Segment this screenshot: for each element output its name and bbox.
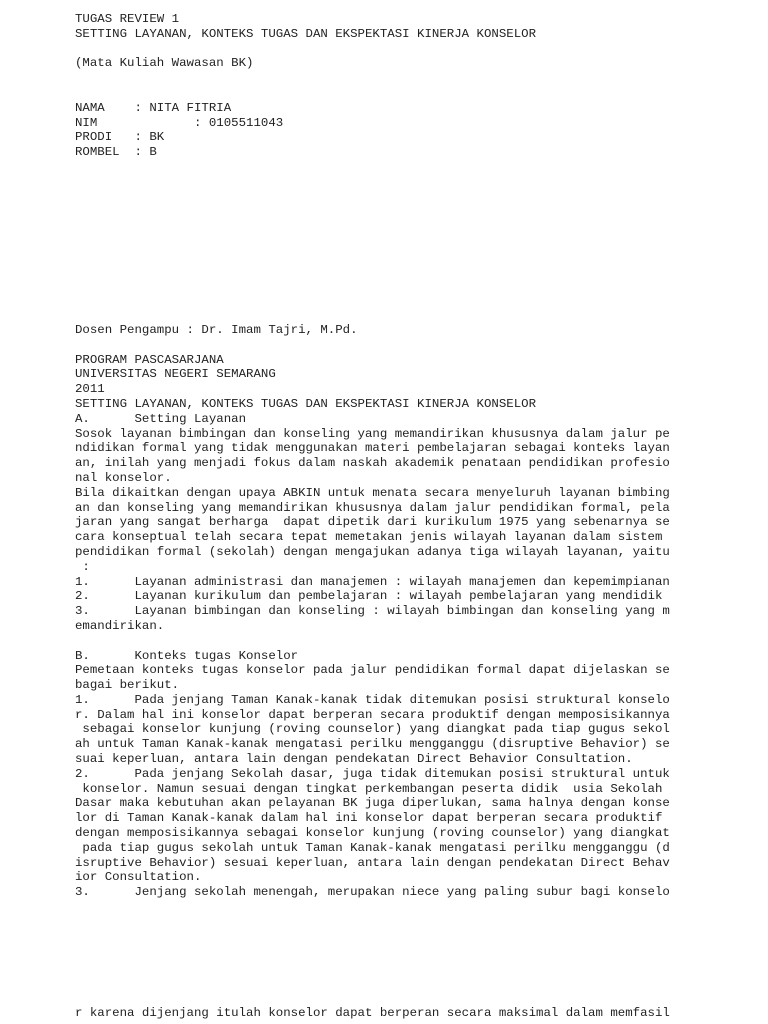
body-line: an dan konseling yang memandirikan khususnya dalam jalur pendidikan formal, pela	[75, 500, 670, 515]
body-line: Dasar maka kebutuhan akan pelayanan BK juga diperlukan, sama halnya dengan konse	[75, 796, 670, 811]
body-line: ah untuk Taman Kanak-kanak mengatasi perilku mengganggu (disruptive Behavior) se	[75, 737, 670, 752]
body-text	[75, 397, 755, 900]
body-line: ndidikan formal yang tidak menggunakan materi pembelajaran sebagai konteks layan	[75, 441, 670, 456]
body-line: Sosok layanan bimbingan dan konseling yang memandirikan khususnya dalam jalur pe	[75, 426, 670, 441]
university-name: UNIVERSITAS NEGERI SEMARANG	[75, 367, 276, 382]
body-line: 2. Layanan kurikulum dan pembelajaran : wilayah pembelajaran yang mendidik	[75, 589, 663, 604]
body-line: Pemetaan konteks tugas konselor pada jalur pendidikan formal dapat dijelaskan se	[75, 663, 670, 678]
body-line: 3. Layanan bimbingan dan konseling : wilayah bimbingan dan konseling yang m	[75, 604, 670, 619]
doc-title-1: TUGAS REVIEW 1	[75, 12, 180, 26]
body-line: suai keperluan, antara lain dengan pendekatan Direct Behavior Consultation.	[75, 752, 633, 767]
identity-rombel: ROMBEL : B	[75, 145, 157, 160]
body-line: 3. Jenjang sekolah menengah, merupakan niece yang paling subur bagi konselo	[75, 885, 670, 900]
identity-prodi: PRODI : BK	[75, 130, 165, 145]
body-line: an, inilah yang menjadi fokus dalam naskah akademik penataan pendidikan profesio	[75, 456, 670, 471]
body-line: dengan memposisikannya sebagai konselor kunjung (roving counselor) yang diangkat	[75, 826, 670, 841]
body-line: sebagai konselor kunjung (roving counselor) yang diangkat pada tiap gugus sekol	[75, 722, 670, 737]
identity-nim: NIM : 0105511043	[75, 115, 284, 130]
body-line: ior Consultation.	[75, 870, 202, 885]
body-line: 1. Pada jenjang Taman Kanak-kanak tidak ditemukan posisi struktural konselo	[75, 692, 670, 707]
body-line: SETTING LAYANAN, KONTEKS TUGAS DAN EKSPEKTASI KINERJA KONSELOR	[75, 396, 537, 411]
body-line: A. Setting Layanan	[75, 411, 247, 426]
body-text-last-line: r karena dijenjang itulah konselor dapat berperan secara maksimal dalam memfasil	[75, 1006, 670, 1020]
year: 2011	[75, 382, 105, 397]
document-page	[75, 12, 755, 900]
body-line: cara konseptual telah secara tepat memetakan jenis wilayah layanan dalam sistem	[75, 530, 663, 545]
body-line: Bila dikaitkan dengan upaya ABKIN untuk menata secara menyeluruh layanan bimbing	[75, 485, 670, 500]
body-line: :	[75, 559, 90, 574]
body-line: lor di Taman Kanak-kanak dalam hal ini konselor dapat berperan secara produktif	[75, 811, 663, 826]
body-line: pada tiap gugus sekolah untuk Taman Kanak-kanak mengatasi perilku mengganggu (d	[75, 840, 670, 855]
doc-title-2: SETTING LAYANAN, KONTEKS TUGAS DAN EKSPEKTASI KINERJA KONSELOR	[75, 26, 537, 41]
body-line: 2. Pada jenjang Sekolah dasar, juga tidak ditemukan posisi struktural untuk	[75, 766, 670, 781]
body-line: nal konselor.	[75, 470, 172, 485]
body-line: isruptive Behavior) sesuai keperluan, antara lain dengan pendekatan Direct Behav	[75, 855, 670, 870]
identity-nama: NAMA : NITA FITRIA	[75, 100, 232, 115]
body-line: bagai berikut.	[75, 678, 180, 693]
body-line: B. Konteks tugas Konselor	[75, 648, 299, 663]
body-line: konselor. Namun sesuai dengan tingkat perkembangan peserta didik usia Sekolah	[75, 781, 663, 796]
course-name: (Mata Kuliah Wawasan BK)	[75, 56, 254, 71]
program-name: PROGRAM PASCASARJANA	[75, 352, 224, 367]
body-line: 1. Layanan administrasi dan manajemen : wilayah manajemen dan kepemimpianan	[75, 574, 670, 589]
body-line: jaran yang sangat berharga dapat dipetik dari kurikulum 1975 yang sebenarnya se	[75, 515, 670, 530]
lecturer-line: Dosen Pengampu : Dr. Imam Tajri, M.Pd.	[75, 322, 358, 337]
body-line: emandirikan.	[75, 618, 165, 633]
body-line: r. Dalam hal ini konselor dapat berperan secara produktif dengan memposisikannya	[75, 707, 670, 722]
body-line: pendidikan formal (sekolah) dengan mengajukan adanya tiga wilayah layanan, yaitu	[75, 544, 670, 559]
body-line	[75, 634, 755, 649]
